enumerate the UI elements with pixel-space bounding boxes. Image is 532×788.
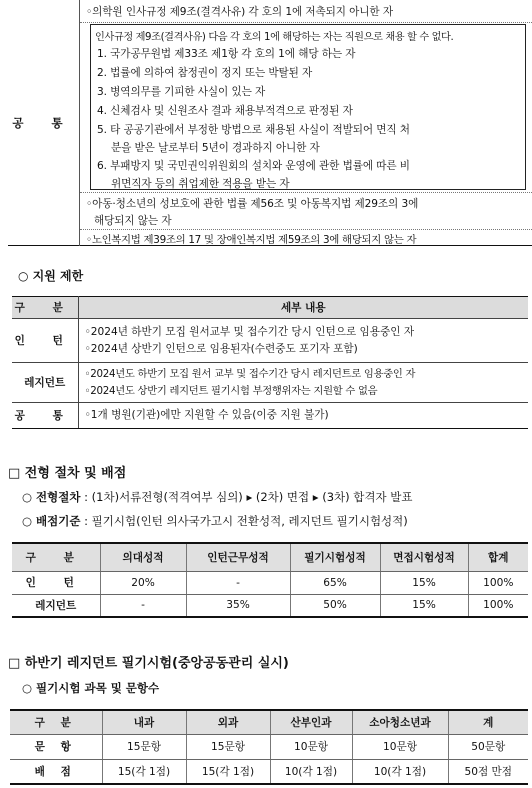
table-row (10, 759, 528, 784)
table-cell: 10문항 (270, 734, 352, 759)
restriction-heading: ○ 지원 제한 (18, 269, 84, 283)
table-cell: - (100, 594, 186, 617)
table-row (12, 571, 528, 594)
table-cell: 50점 만점 (448, 759, 528, 784)
header-cell: 구 분 (10, 710, 102, 734)
header-cell: 필기시험성적 (290, 543, 380, 571)
table-cell: 65% (290, 571, 380, 594)
box-item-6-cont: 위면직자 등의 취업제한 적용을 받는 자 (111, 178, 290, 190)
header-details: 세부 내용 (78, 297, 528, 319)
common-bullet-3: ◦노인복지법 제39조의 17 및 장애인복지법 제59조의 3에 해당되지 않는 자 (86, 234, 417, 246)
row-label-intern: 인 턴 (12, 319, 78, 363)
header-cell: 계 (448, 710, 528, 734)
row-label: 인 턴 (12, 571, 100, 594)
table-cell: 10문항 (352, 734, 448, 759)
table-cell: 15(각 1점) (186, 759, 270, 784)
box-item-5: 5. 타 공공기관에서 부정한 방법으로 채용된 사실이 적발되어 면직 처 (97, 124, 410, 136)
table-row (12, 594, 528, 617)
box-intro: 인사규정 제9조(결격사유) 다음 각 호의 1에 해당하는 자는 직원으로 채용 할 수 없다. (95, 32, 454, 43)
detail-line: ◦2024년도 하반기 모집 원서 교부 및 접수기간 당시 레지던트로 임용중인 자 (84, 367, 416, 380)
common-bullet-1: ◦의학원 인사규정 제9조(결격사유) 각 호의 1에 저촉되지 아니한 자 (86, 6, 393, 18)
header-cell: 면접시험성적 (380, 543, 468, 571)
procedure-label: ○ 전형절차 (22, 490, 81, 504)
table-cell: 35% (186, 594, 290, 617)
box-item-5-cont: 분을 받은 날로부터 5년이 경과하지 아니한 자 (111, 142, 320, 154)
detail-line: ◦1개 병원(기관)에만 지원할 수 있음(이중 지원 불가) (84, 409, 329, 421)
dotted-divider (80, 229, 532, 230)
table-header-row (12, 543, 528, 571)
criteria-line (22, 513, 408, 529)
table-row (12, 319, 528, 363)
table-cell: 15문항 (102, 734, 186, 759)
table-cell: 15문항 (186, 734, 270, 759)
table-cell: 100% (468, 571, 528, 594)
table-cell: 100% (468, 594, 528, 617)
table-row (12, 363, 528, 403)
table-row (10, 734, 528, 759)
row-label: 레지던트 (12, 594, 100, 617)
restriction-table (12, 296, 528, 429)
procedure-text: : (1차)서류전형(적격여부 심의) ▸ (2차) 면접 ▸ (3차) 합격자 발표 (80, 490, 413, 504)
score-table (12, 542, 528, 618)
table-row (12, 403, 528, 429)
table-cell: 15% (380, 594, 468, 617)
exam-heading: □ 하반기 레지던트 필기시험(중앙공동관리 실시) (8, 656, 289, 671)
common-bullet-2-cont: 해당되지 않는 자 (94, 215, 172, 227)
table-cell: 10(각 1점) (352, 759, 448, 784)
box-item-6: 6. 부패방지 및 국민권익위원회의 설치와 운영에 관한 법률에 따른 비 (97, 160, 410, 172)
header-category: 구 분 (12, 297, 78, 319)
header-cell: 소아청소년과 (352, 710, 448, 734)
row-label: 문 항 (10, 734, 102, 759)
common-label: 공 통 (8, 0, 80, 246)
row-details-common (78, 403, 528, 429)
header-cell: 인턴근무성적 (186, 543, 290, 571)
table-cell: 50문항 (448, 734, 528, 759)
disqualification-box (90, 24, 526, 190)
criteria-text: : 필기시험(인턴 의사국가고시 전환성적, 레지던트 필기시험성적) (80, 514, 408, 528)
header-cell: 합계 (468, 543, 528, 571)
row-label-resident: 레지던트 (12, 363, 78, 403)
table-cell: - (186, 571, 290, 594)
table-cell: 10(각 1점) (270, 759, 352, 784)
table-cell: 50% (290, 594, 380, 617)
header-cell: 산부인과 (270, 710, 352, 734)
procedure-line (22, 489, 412, 505)
header-cell: 외과 (186, 710, 270, 734)
common-section (8, 0, 532, 246)
common-bullet-2: ◦아동·청소년의 성보호에 관한 법률 제56조 및 아동복지법 제29조의 3에 (86, 198, 419, 210)
header-cell: 내과 (102, 710, 186, 734)
exam-subheading: ○ 필기시험 과목 및 문항수 (22, 681, 160, 695)
row-label-common: 공 통 (12, 403, 78, 429)
detail-line: ◦2024년 상반기 인턴으로 임용된자(수련중도 포기자 포함) (84, 342, 358, 355)
dotted-divider (80, 192, 532, 193)
header-cell: 의대성적 (100, 543, 186, 571)
criteria-label: ○ 배점기준 (22, 514, 81, 528)
box-item-4: 4. 신체검사 및 신원조사 결과 채용부적격으로 판정된 자 (97, 105, 353, 117)
common-content (80, 0, 532, 246)
box-item-2: 2. 법률에 의하여 참정권이 정지 또는 박탈된 자 (97, 67, 313, 79)
box-item-3: 3. 병역의무를 기피한 사실이 있는 자 (97, 86, 266, 98)
header-cell: 구 분 (12, 543, 100, 571)
selection-heading: □ 전형 절차 및 배점 (8, 466, 127, 481)
table-cell: 15(각 1점) (102, 759, 186, 784)
row-label: 배 점 (10, 759, 102, 784)
exam-table (10, 709, 528, 785)
detail-line: ◦2024년 하반기 모집 원서교부 및 접수기간 당시 인턴으로 임용중인 자 (84, 325, 415, 338)
table-cell: 20% (100, 571, 186, 594)
table-cell: 15% (380, 571, 468, 594)
row-details-intern (78, 319, 528, 363)
dotted-divider (80, 22, 532, 23)
box-item-1: 1. 국가공무원법 제33조 제1항 각 호의 1에 해당 하는 자 (97, 48, 356, 60)
table-header-row (12, 297, 528, 319)
row-details-resident (78, 363, 528, 403)
detail-line: ◦2024년도 상반기 레지던트 필기시험 부정행위자는 지원할 수 없음 (84, 384, 378, 397)
table-header-row (10, 710, 528, 734)
